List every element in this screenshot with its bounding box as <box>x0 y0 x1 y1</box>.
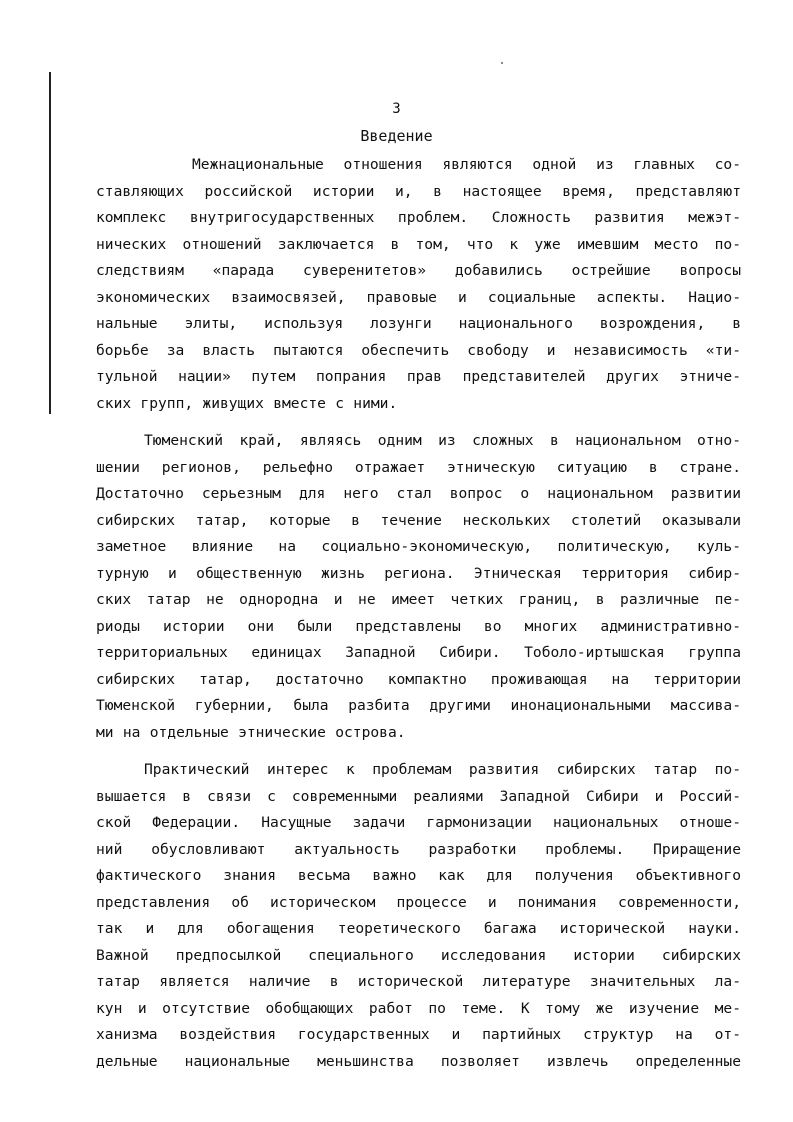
paragraph-3 <box>96 757 741 1075</box>
text-line: Межнациональные отношения являются одной из главных со- <box>192 156 741 173</box>
text-line: заметное влияние на социально-экономическую, политическую, куль- <box>96 538 741 555</box>
text-line: сибирских татар, достаточно компактно проживающая на территории <box>96 670 741 688</box>
text-line: кун и отсутствие обобщающих работ по теме. К тому же изучение ме- <box>96 999 741 1017</box>
text-line: нальные элиты, используя лозунги национального возрождения, в <box>96 315 741 332</box>
scan-speck <box>501 62 503 64</box>
scan-margin-line <box>49 72 51 414</box>
text-line: ской Федерации. Насущные задачи гармонизации национальных отноше- <box>96 814 741 831</box>
text-line: ханизма воздействия государственных и партийных структур на от- <box>96 1026 741 1043</box>
text-line: вышается в связи с современными реалиями Западной Сибири и Россий- <box>96 787 741 805</box>
text-line: тульной нации» путем попрания прав представителей других этниче- <box>96 368 741 385</box>
text-line: риоды истории они были представлены во многих административно- <box>96 617 741 635</box>
text-line: комплекс внутригосударственных проблем. Сложность развития межэт- <box>96 209 741 226</box>
text-line: Достаточно серьезным для него стал вопрос о национальном развитии <box>96 485 741 502</box>
text-line: экономических взаимосвязей, правовые и социальные аспекты. Нацио- <box>96 288 741 306</box>
text-line: представления об историческом процессе и понимания современности, <box>96 893 741 911</box>
text-line: ний обусловливают актуальность разработки проблемы. Приращение <box>96 840 741 858</box>
text-line: Практический интерес к проблемам развития сибирских татар по- <box>144 761 741 778</box>
text-line: следствиям «парада суверенитетов» добавились острейшие вопросы <box>96 262 741 279</box>
paragraph-2 <box>96 428 741 746</box>
text-line: нических отношений заключается в том, что к уже имевшим место по- <box>96 235 741 253</box>
text-line: ми на отдельные этнические острова. <box>96 723 406 741</box>
text-line: ских групп, живущих вместе с ними. <box>96 394 398 412</box>
text-line: территориальных единицах Западной Сибири. Тоболо-иртышская группа <box>96 644 741 661</box>
text-line: Тюменский край, являясь одним из сложных в национальном отно- <box>144 432 741 449</box>
paragraph-1 <box>96 152 741 417</box>
text-line: борьбе за власть пытаются обеспечить свободу и независимость «ти- <box>96 341 741 359</box>
text-line: татар является наличие в исторической литературе значительных ла- <box>96 973 741 990</box>
page-title: Введение <box>360 127 433 145</box>
text-line: сибирских татар, которые в течение нескольких столетий оказывали <box>96 511 741 529</box>
text-line: ских татар не однородна и не имеет четких границ, в различные пе- <box>96 591 741 608</box>
text-line: ставляющих российской истории и, в настоящее время, представляют <box>96 182 741 200</box>
document-body <box>96 152 741 1075</box>
paragraph-gap <box>96 746 741 757</box>
page-number: 3 <box>392 101 401 117</box>
text-line: дельные национальные меньшинства позволяет извлечь определенные <box>96 1052 741 1070</box>
text-line: Важной предпосылкой специального исследования истории сибирских <box>96 946 741 964</box>
paragraph-gap <box>96 417 741 428</box>
text-line: так и для обогащения теоретического багажа исторической науки. <box>96 920 741 937</box>
text-line: Тюменской губернии, была разбита другими инонациональными массива- <box>96 697 741 714</box>
text-line: турную и общественную жизнь региона. Этническая территория сибир- <box>96 564 741 582</box>
text-line: фактического знания весьма важно как для получения объективного <box>96 867 741 884</box>
text-line: шении регионов, рельефно отражает этническую ситуацию в стране. <box>96 458 741 476</box>
